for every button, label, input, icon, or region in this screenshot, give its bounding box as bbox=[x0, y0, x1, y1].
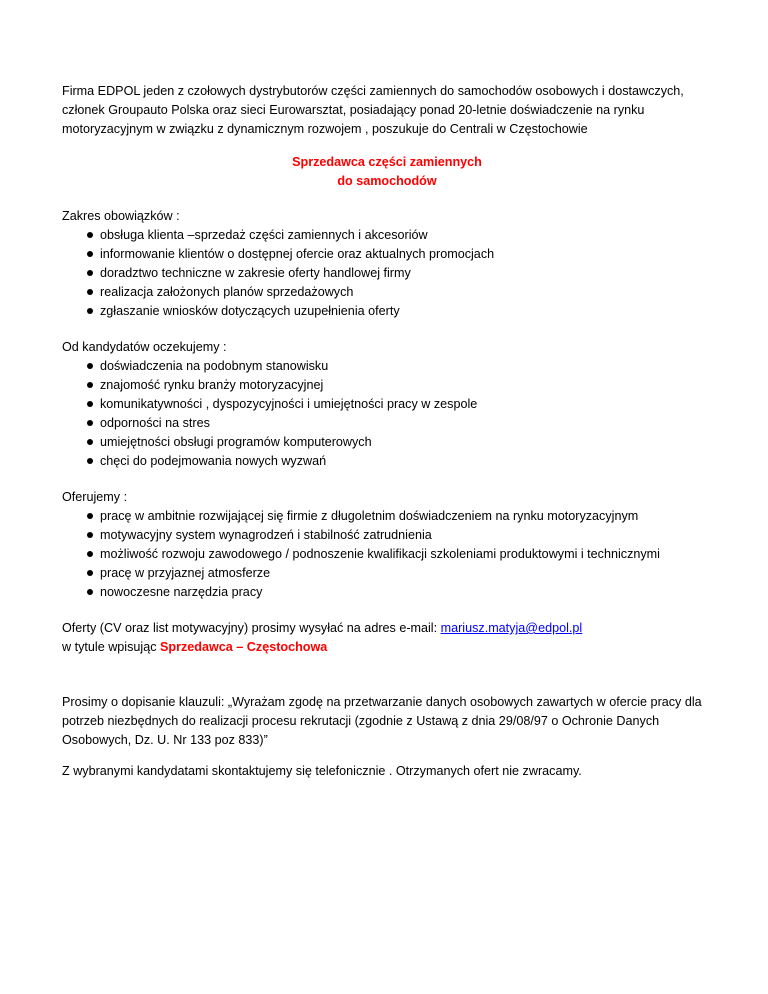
bullet-icon bbox=[86, 226, 94, 245]
list-item: motywacyjny system wynagrodzeń i stabilność zatrudnienia bbox=[62, 526, 712, 545]
offer-section bbox=[62, 488, 712, 602]
contact-section bbox=[62, 619, 712, 657]
list-item: komunikatywności , dyspozycyjności i umiejętności pracy w zespole bbox=[62, 395, 712, 414]
list-item: odporności na stres bbox=[62, 414, 712, 433]
requirements-list bbox=[62, 357, 712, 471]
bullet-icon bbox=[86, 583, 94, 602]
duties-heading: Zakres obowiązków : bbox=[62, 209, 180, 223]
job-title-line-1: Sprzedawca części zamiennych bbox=[292, 155, 482, 169]
job-title-line-2: do samochodów bbox=[337, 174, 437, 188]
list-item: znajomość rynku branży motoryzacyjnej bbox=[62, 376, 712, 395]
list-item: doświadczenia na podobnym stanowisku bbox=[62, 357, 712, 376]
intro-paragraph: Firma EDPOL jeden z czołowych dystrybutorów części zamiennych do samochodów osobowych i dostawczych, członek Groupauto Polska oraz sieci Eurowarsztat, posiadający ponad 20-letnie doświadczenie na rynku motoryzacyjnym w związku z dynamicznym rozwojem , poszukuje do Centrali w Częstochowie bbox=[62, 84, 684, 136]
list-item: realizacja założonych planów sprzedażowych bbox=[62, 283, 712, 302]
bullet-icon bbox=[86, 545, 94, 564]
list-item: umiejętności obsługi programów komputerowych bbox=[62, 433, 712, 452]
requirements-heading: Od kandydatów oczekujemy : bbox=[62, 340, 227, 354]
offer-list bbox=[62, 507, 712, 602]
list-item: pracę w przyjaznej atmosferze bbox=[62, 564, 712, 583]
bullet-icon bbox=[86, 564, 94, 583]
requirements-section bbox=[62, 338, 712, 471]
document-page bbox=[62, 82, 712, 781]
list-item: możliwość rozwoju zawodowego / podnoszenie kwalifikacji szkoleniami produktowymi i technicznymi bbox=[62, 545, 712, 564]
consent-clause: Prosimy o dopisanie klauzuli: „Wyrażam zgodę na przetwarzanie danych osobowych zawartych w ofercie pracy dla potrzeb niezbędnych do realizacji procesu rekrutacji (zgodnie z Ustawą z dnia 29/08/97 o Ochronie Danych Osobowych, Dz. U. Nr 133 poz 833)” bbox=[62, 695, 702, 747]
contact-line bbox=[62, 619, 712, 638]
bullet-icon bbox=[86, 376, 94, 395]
bullet-icon bbox=[86, 245, 94, 264]
offer-heading: Oferujemy : bbox=[62, 490, 128, 504]
list-item: doradztwo techniczne w zakresie oferty handlowej firmy bbox=[62, 264, 712, 283]
list-item: informowanie klientów o dostępnej ofercie oraz aktualnych promocjach bbox=[62, 245, 712, 264]
bullet-icon bbox=[86, 357, 94, 376]
bullet-icon bbox=[86, 283, 94, 302]
bullet-icon bbox=[86, 264, 94, 283]
list-item: obsługa klienta –sprzedaż części zamiennych i akcesoriów bbox=[62, 226, 712, 245]
bullet-icon bbox=[86, 395, 94, 414]
bullet-icon bbox=[86, 507, 94, 526]
duties-section bbox=[62, 207, 712, 321]
bullet-icon bbox=[86, 302, 94, 321]
list-item: pracę w ambitnie rozwijającej się firmie z długoletnim doświadczeniem na rynku motoryzacyjnym bbox=[62, 507, 712, 526]
list-item: nowoczesne narzędzia pracy bbox=[62, 583, 712, 602]
bullet-icon bbox=[86, 526, 94, 545]
bullet-icon bbox=[86, 452, 94, 471]
closing-note: Z wybranymi kandydatami skontaktujemy się telefonicznie . Otrzymanych ofert nie zwracamy. bbox=[62, 764, 582, 778]
email-link[interactable]: mariusz.matyja@edpol.pl bbox=[440, 621, 583, 635]
list-item: zgłaszanie wniosków dotyczących uzupełnienia oferty bbox=[62, 302, 712, 321]
subject-line bbox=[62, 638, 712, 657]
subject-prefix: w tytule wpisując bbox=[62, 640, 160, 654]
list-item: chęci do podejmowania nowych wyzwań bbox=[62, 452, 712, 471]
bullet-icon bbox=[86, 433, 94, 452]
duties-list bbox=[62, 226, 712, 321]
bullet-icon bbox=[86, 414, 94, 433]
job-title bbox=[62, 153, 712, 191]
contact-text: Oferty (CV oraz list motywacyjny) prosimy wysyłać na adres e-mail: bbox=[62, 621, 441, 635]
subject-text: Sprzedawca – Częstochowa bbox=[160, 640, 328, 654]
